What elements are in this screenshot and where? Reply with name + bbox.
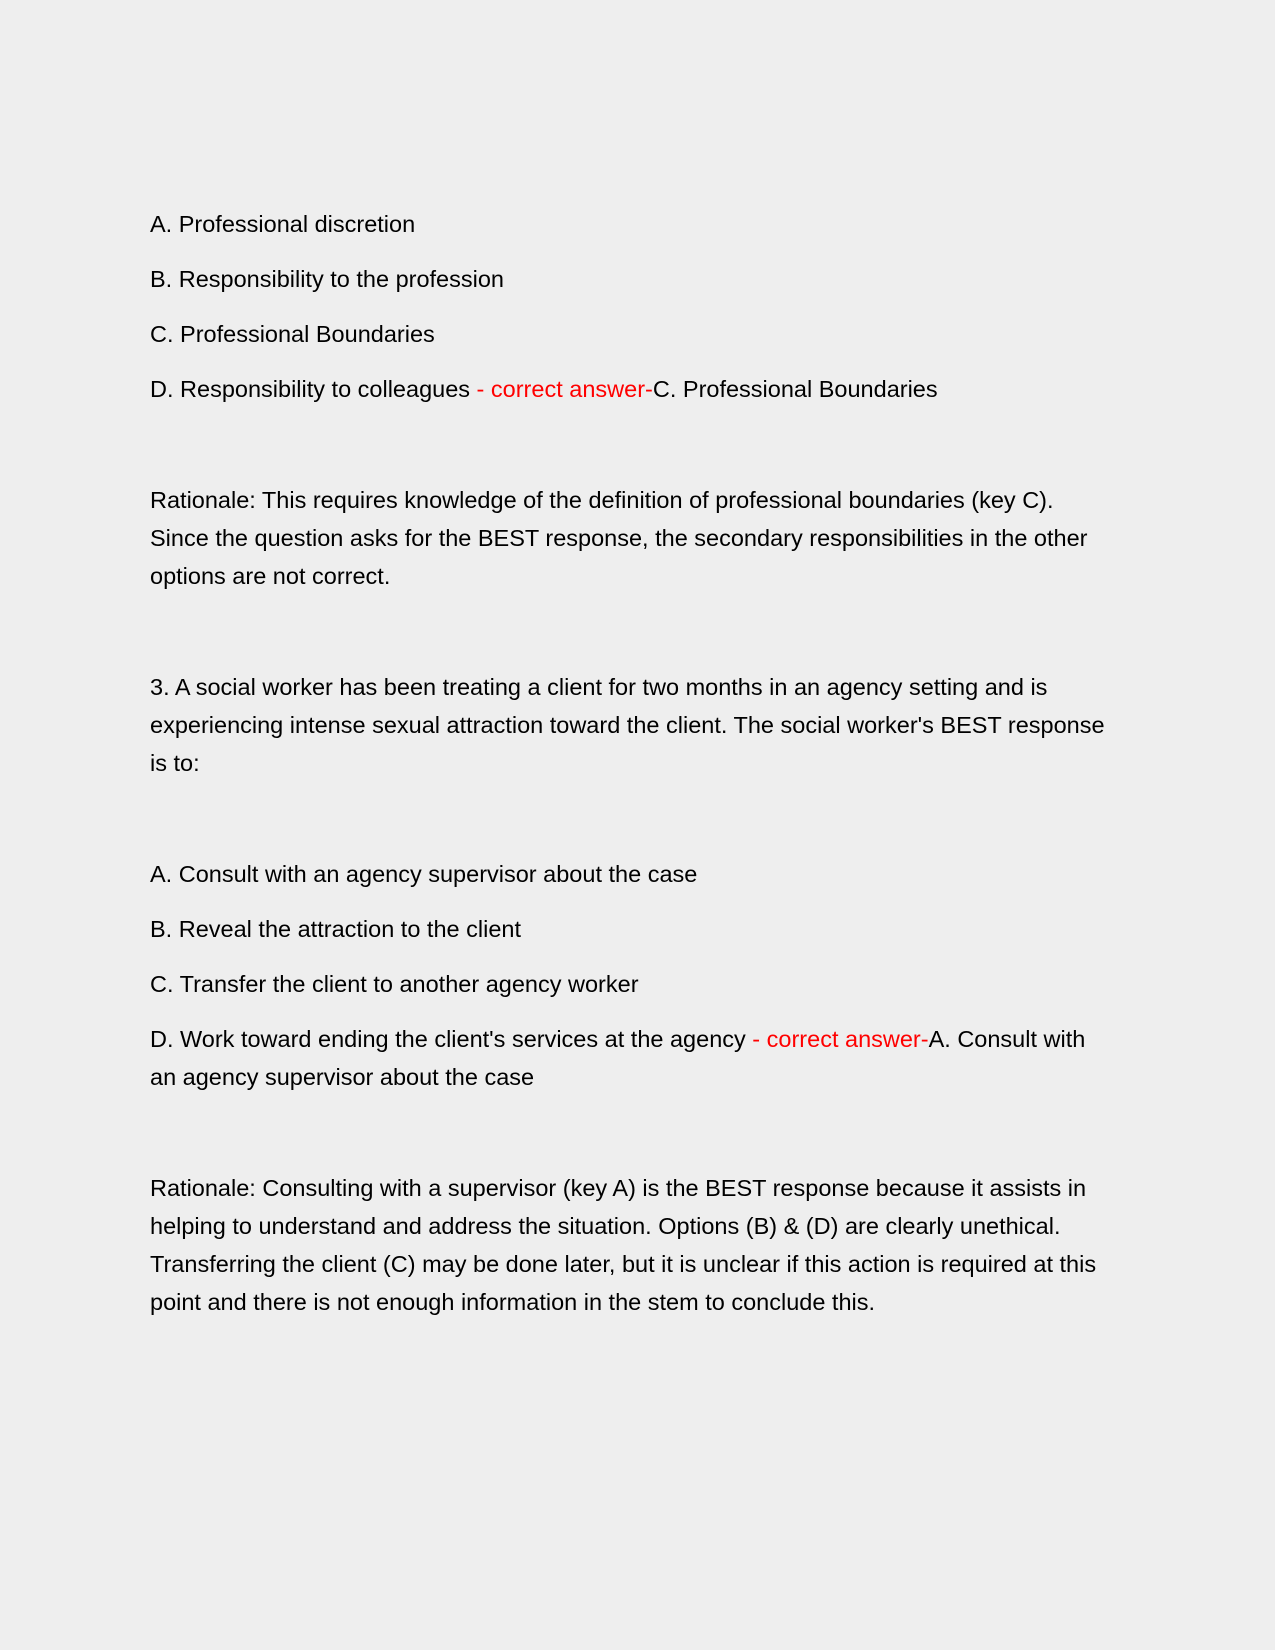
q2-option-a: A. Professional discretion bbox=[150, 211, 416, 237]
q3-option-d: D. Work toward ending the client's services at the agency bbox=[150, 1026, 746, 1052]
correct-answer-marker: - correct answer- bbox=[470, 376, 653, 402]
q3-question: 3. A social worker has been treating a client for two months in an agency setting and is experiencing intense sexual attraction toward the client. The social worker's BEST response is to: bbox=[150, 674, 1105, 776]
q3-rationale: Rationale: Consulting with a supervisor (key A) is the BEST response because it assists in helping to understand and address the situation. Options (B) & (D) are clearly unethical. Transferring the client (C) may be done later, but it is unclear if this action is required at this point and there is not enough information in the stem to conclude this. bbox=[150, 1175, 1097, 1315]
q3-option-a: A. Consult with an agency supervisor about the case bbox=[150, 861, 698, 887]
q2-option-c: C. Professional Boundaries bbox=[150, 321, 435, 347]
q2-answer: C. Professional Boundaries bbox=[652, 376, 938, 402]
q2-option-d: D. Responsibility to colleagues bbox=[150, 376, 471, 402]
q2-option-d-with-answer bbox=[150, 370, 1110, 408]
q3-option-d-with-answer bbox=[150, 1020, 1110, 1096]
correct-answer-marker: - correct answer- bbox=[745, 1026, 929, 1052]
q3-answer: A. Consult with an agency supervisor about the case bbox=[150, 1026, 1086, 1090]
q3-option-b: B. Reveal the attraction to the client bbox=[150, 916, 521, 942]
q2-rationale: Rationale: This requires knowledge of the definition of professional boundaries (key C). Since the question asks for the BEST response, the secondary responsibilities in the other options are not correct. bbox=[150, 487, 1088, 589]
q3-option-c: C. Transfer the client to another agency worker bbox=[150, 971, 639, 997]
q2-option-b: B. Responsibility to the profession bbox=[150, 266, 504, 292]
